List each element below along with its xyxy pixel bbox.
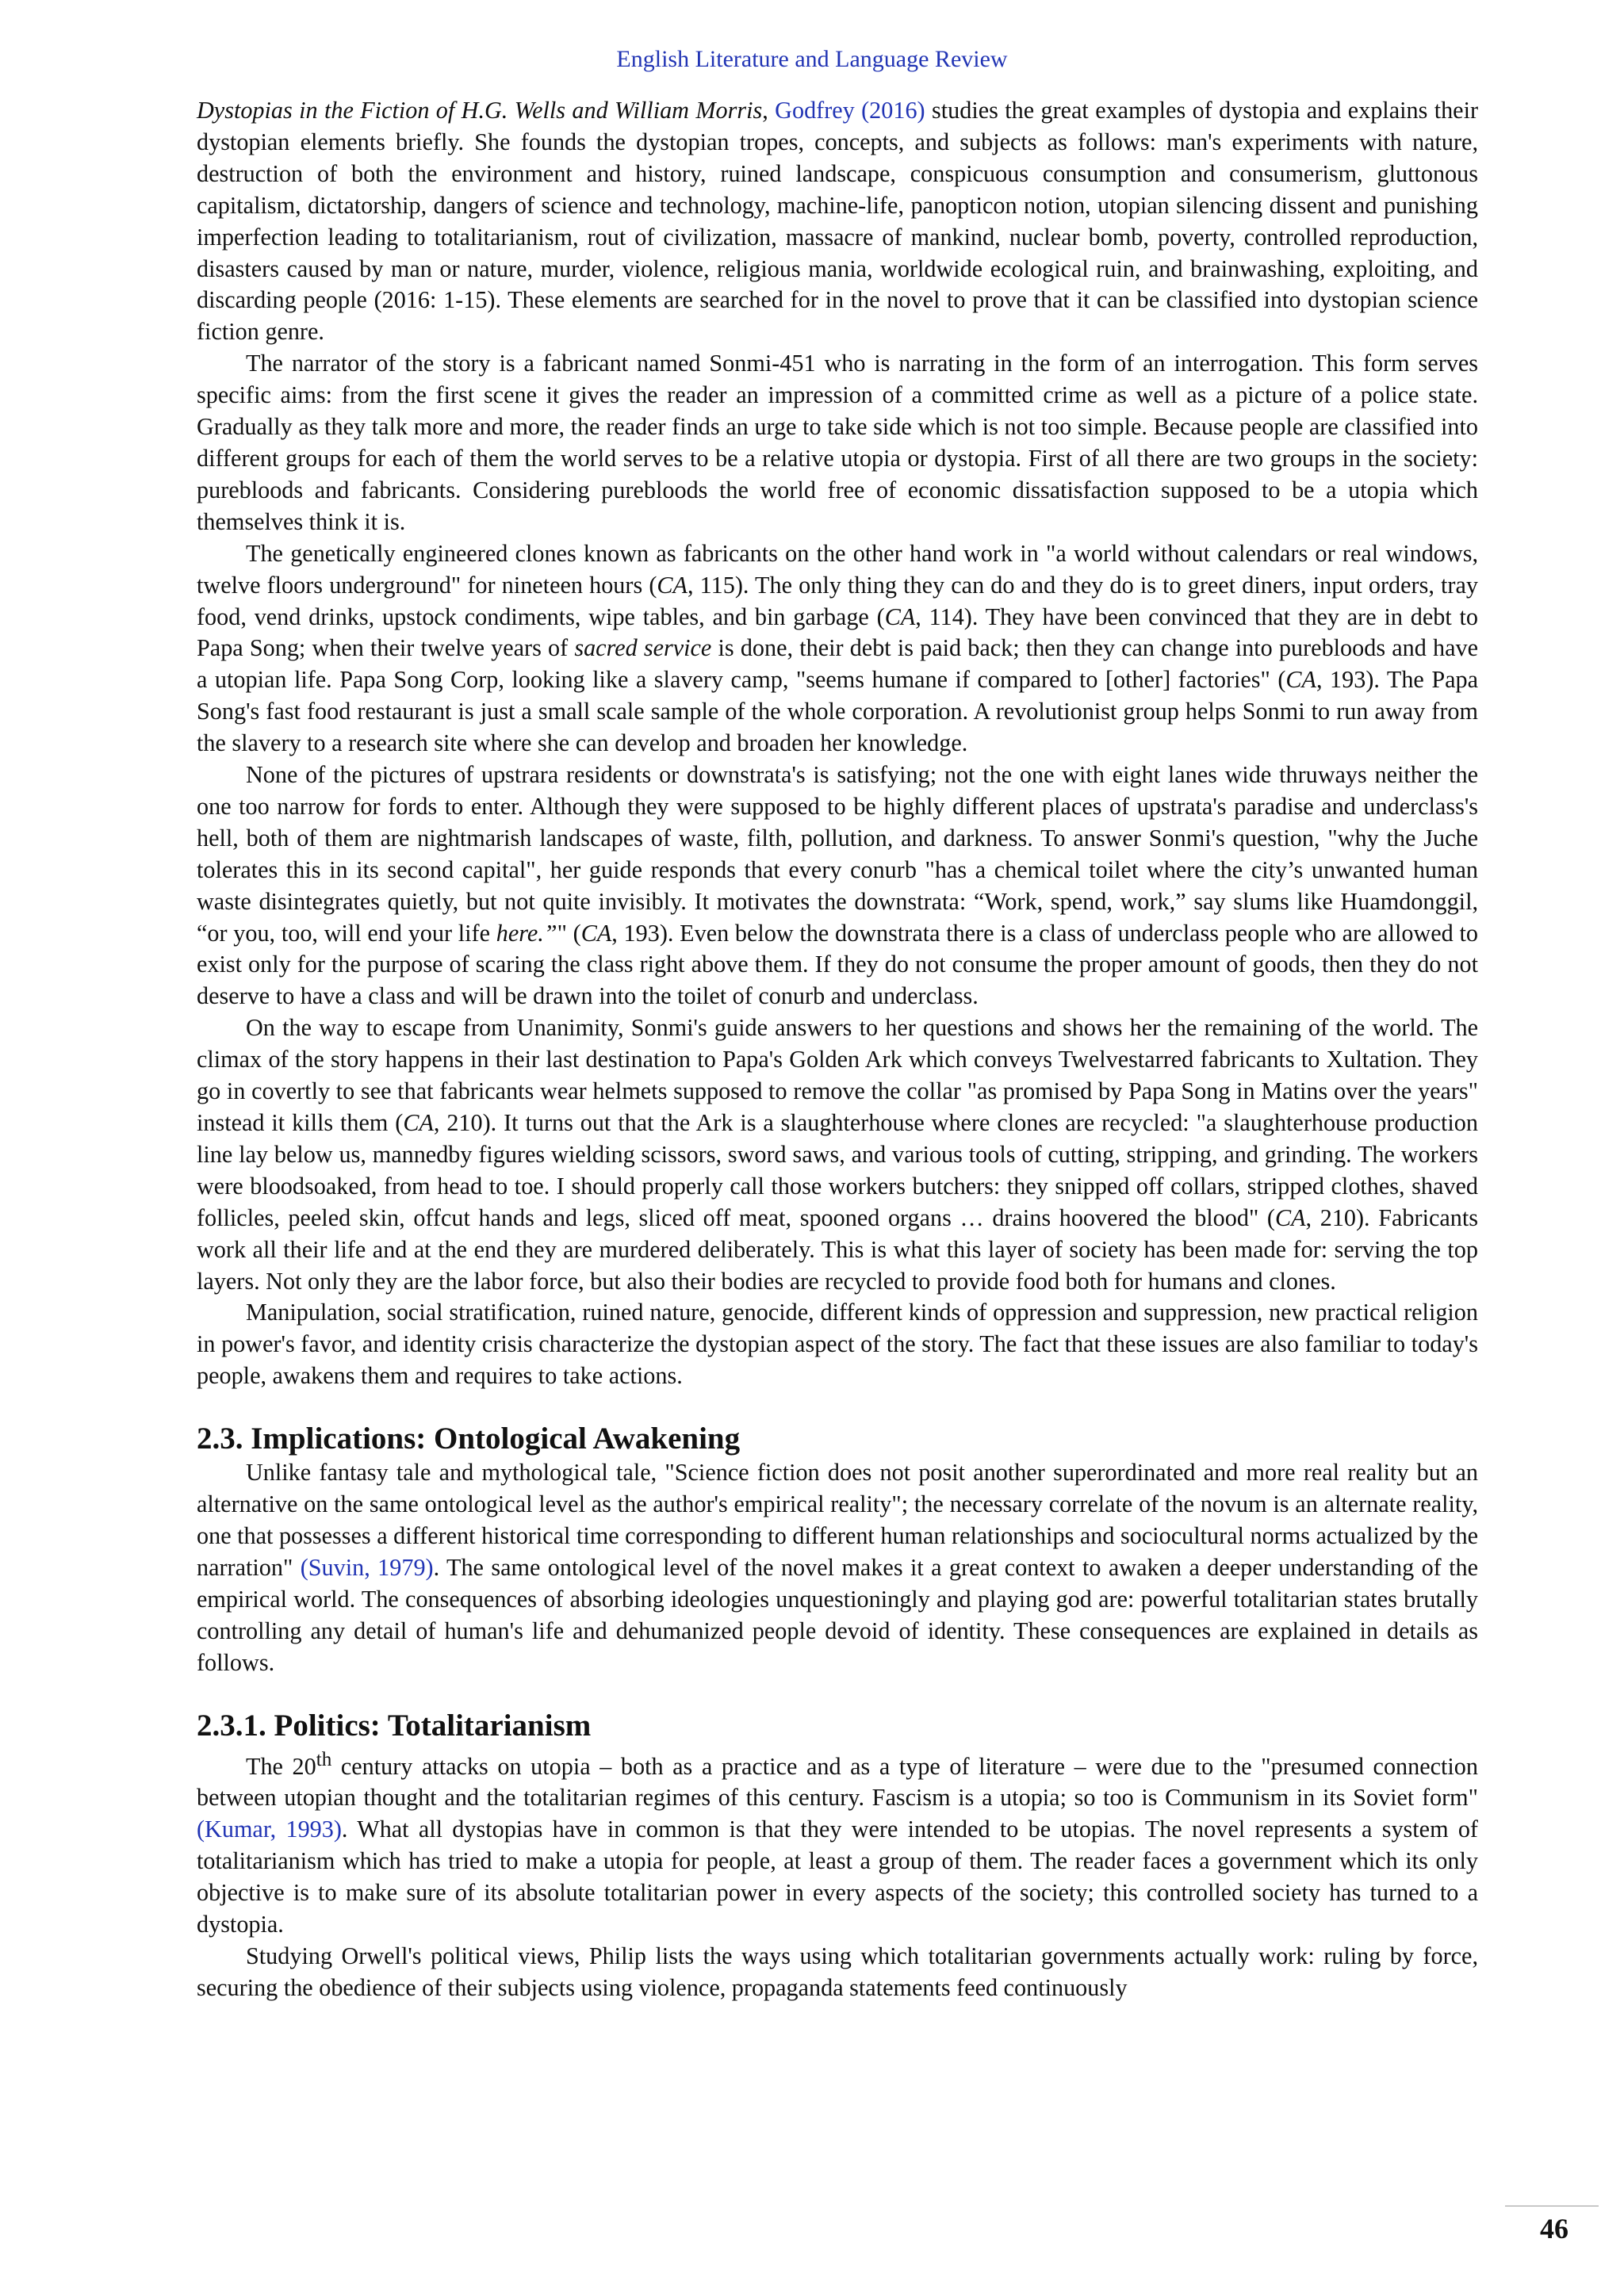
paragraph-1 [197, 95, 1478, 348]
text-span: , 210). It turns out that the Ark is a slaughterhouse where clones are recycled: "a slaughterhouse production line lay below us, mannedby figures wielding scissors, sword saws, and various tools of cutting, stripping, and grinding. The workers were bloodsoaked, from head to toe. I should properly call those workers butchers: they snipped off collars, stripped clothes, shaved follicles, peeled skin, offcut hands and legs, sliced off meat, spooned organs … drains hoovered the blood" ( [197, 1109, 1478, 1231]
section-heading-2-3-1: 2.3.1. Politics: Totalitarianism [197, 1708, 592, 1743]
text-span: None of the pictures of upstrara residents or downstrata's is satisfying; not the one with eight lanes wide thruways neither the one too narrow for fords to enter. Although they were supposed to be highly different places of upstrata's paradise and underclass's hell, both of them are nightmarish landscapes of waste, filth, pollution, and darkness. To answer Sonmi's question, "why the Juche tolerates this in its second capital", her guide responds that every conurb "has a chemical toilet where the city’s unwanted human waste disintegrates quietly, but not quite invisibly. It motivates the downstrata: “Work, spend, work,” say slums like Huamdonggil, “or you, too, will end your life [197, 761, 1478, 947]
ca-abbrev: CA [1274, 1203, 1306, 1231]
text-span: . The same ontological level of the novel makes it a great context to awaken a deeper understanding of the empirical world. The consequences of absorbing ideologies unquestioningly and playing god are: powerful totalitarian states brutally controlling any detail of human's life and dehumanized people devoid of identity. These consequences are explained in details as follows. [197, 1553, 1479, 1676]
text-span: , 114). They have been convinced that they are in debt to Papa Song; when their twelve years of [197, 603, 1478, 662]
citation-link[interactable]: Godfrey (2016) [775, 97, 925, 124]
paragraph-8 [197, 1744, 1478, 1942]
text-span: century attacks on utopia – both as a practice and as a type of literature – were due to the "presumed connection between utopian thought and the totalitarian regimes of this century. Fascism is a utopia; so too is Communism in its Soviet form" [197, 1752, 1478, 1812]
emphasis: sacred service [574, 634, 712, 662]
text-span: " ( [557, 919, 581, 947]
section-heading-2-3: 2.3. Implications: Ontological Awakening [197, 1422, 741, 1456]
text-span: studies the great examples of dystopia and explains their dystopian elements briefly. She founds the dystopian tropes, concepts, and subjects as follows: man's experiments with nature, destruction of both the environment and history, ruined landscape, conspicuous consumption and consumerism, gluttonous capitalism, dictatorship, dangers of science and technology, machine-life, panopticon notion, utopian silencing dissent and punishing imperfection leading to totalitarianism, rout of civilization, massacre of mankind, nuclear bomb, poverty, controlled reproduction, disasters caused by man or nature, murder, violence, religious mania, worldwide ecological ruin, and brainwashing, exploiting, and discarding people (2016: 1-15). These elements are searched for in the novel to prove that it can be classified into dystopian science fiction genre. [197, 97, 1479, 346]
page-number: 46 [1540, 2213, 1568, 2244]
paragraph-3 [197, 538, 1478, 760]
text-span: Unlike fantasy tale and mythological tale, "Science fiction does not posit another superordinated and more real reality but an alternative on the same ontological level as the author's empirical reality"; the necessary correlate of the novum is an alternate reality, one that possesses a different historical time corresponding to different human relationships and sociocultural norms actualized by the narration" [197, 1459, 1478, 1581]
article-body [197, 95, 1478, 2004]
paragraph-6: Manipulation, social stratification, ruined nature, genocide, different kinds of oppression and suppression, new practical religion in power's favor, and identity crisis characterize the dystopian aspect of the story. The fact that these issues are also familiar to today's people, awakens them and requires to take actions. [197, 1299, 1478, 1390]
text-span: , 193). The Papa Song's fast food restaurant is just a small scale sample of the whole corporation. A revolutionist group helps Sonmi to run away from the slavery to a research site where she can develop and broaden her knowledge. [197, 666, 1478, 757]
ca-abbrev: CA [884, 603, 916, 630]
cited-work-title: Dystopias in the Fiction of H.G. Wells and William Morris [197, 97, 763, 124]
paragraph-2: The narrator of the story is a fabricant named Sonmi-451 who is narrating in the form of an interrogation. This form serves specific aims: from the first scene it gives the reader an impression of a committed crime as well as a picture of a police state. Gradually as they talk more and more, the reader finds an urge to take side which is not too simple. Because people are classified into different groups for each of them the world serves to be a relative utopia or dystopia. First of all there are two groups in the society: purebloods and fabricants. Considering purebloods the world free of economic dissatisfaction supposed to be a utopia which themselves think it is. [197, 350, 1478, 535]
ca-abbrev: CA [580, 919, 612, 947]
text-span: is done, their debt is paid back; then they can change into purebloods and have a utopian life. Papa Song Corp, looking like a slavery camp, "seems humane if compared to [other] factories" ( [197, 634, 1478, 694]
text-span: The genetically engineered clones known as fabricants on the other hand work in "a world without calendars or real windows, twelve floors underground" for nineteen hours ( [197, 539, 1478, 599]
text-span: The 20 [246, 1752, 316, 1780]
text-span: . What all dystopias have in common is that they were intended to be utopias. The novel represents a system of totalitarianism which has tried to make a utopia for people, at least a group of them. The reader faces a government which its only objective is to make sure of its absolute totalitarian power in every aspects of the society; this controlled society has turned to a dystopia. [197, 1816, 1478, 1938]
superscript: th [316, 1748, 332, 1770]
ca-abbrev: CA [403, 1109, 434, 1136]
emphasis: here.” [496, 919, 557, 947]
paragraph-9: Studying Orwell's political views, Philip lists the ways using which totalitarian governments actually work: ruling by force, securing the obedience of their subjects using violence, propaganda statements feed continuously [197, 1942, 1478, 2001]
text-span: , 210). Fabricants work all their life and at the end they are murdered deliberately. This is what this layer of society has been made for: serving the top layers. Not only they are the labor force, but also their bodies are recycled to provide food both for humans and clones. [197, 1203, 1478, 1295]
paragraph-4 [197, 760, 1478, 1012]
text-span: , 115). The only thing they can do and they do is to greet diners, input orders, tray food, vend drinks, upstock condiments, wipe tables, and bin garbage ( [197, 571, 1478, 630]
ca-abbrev: CA [1285, 666, 1316, 694]
ca-abbrev: CA [657, 571, 688, 599]
text-span: , 193). Even below the downstrata there is a class of underclass people who are allowed to exist only for the purpose of scaring the class right above them. If they do not consume the proper amount of goods, then they do not deserve to have a class and will be drawn into the toilet of conurb and underclass. [197, 919, 1478, 1010]
citation-link[interactable]: (Suvin, 1979) [300, 1553, 434, 1581]
paragraph-5 [197, 1012, 1478, 1297]
journal-header: English Literature and Language Review [616, 46, 1008, 72]
text-span: , [762, 97, 776, 124]
paragraph-7 [197, 1457, 1478, 1678]
citation-link[interactable]: (Kumar, 1993) [197, 1816, 342, 1843]
text-span: On the way to escape from Unanimity, Sonmi's guide answers to her questions and shows her the remaining of the world. The climax of the story happens in their last destination to Papa's Golden Ark which conveys Twelvestarred fabricants to Xultation. They go in covertly to see that fabricants wear helmets supposed to remove the collar "as promised by Papa Song in Matins over the years" instead it kills them ( [197, 1014, 1478, 1136]
